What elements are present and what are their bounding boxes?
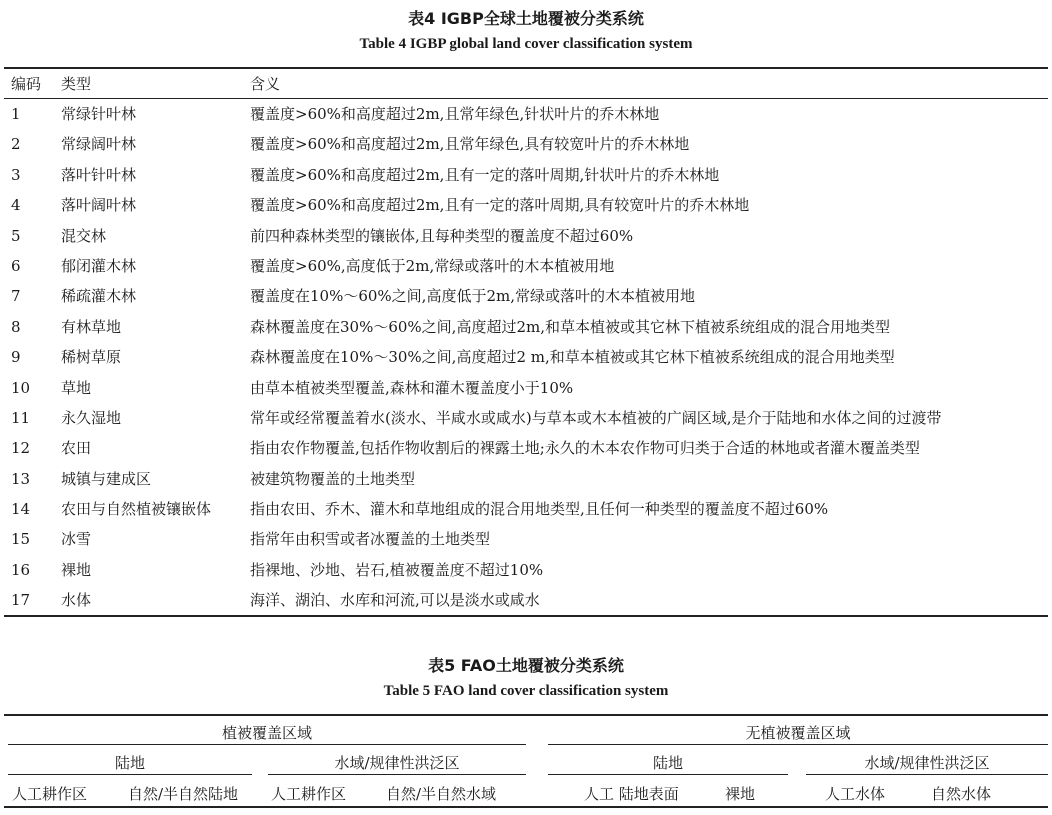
cell-definition: 森林覆盖度在10%～30%之间,高度超过2 m,和草本植被或其它林下植被系统组成的混合用地类型 — [250, 348, 895, 367]
cell-type: 城镇与建成区 — [61, 469, 152, 488]
cell-id: 6 — [11, 256, 21, 275]
cell-id: 5 — [11, 226, 21, 245]
table-row — [4, 373, 1048, 403]
cell-id: 13 — [11, 469, 31, 488]
leaf-veg-cultivated-water: 人工耕作区 — [271, 785, 347, 803]
table-row — [4, 281, 1048, 311]
leaf-natural-water: 自然水体 — [931, 785, 992, 803]
header-id: 编码 — [11, 75, 42, 93]
table-row — [4, 433, 1048, 463]
cell-definition: 海洋、湖泊、水库和河流,可以是淡水或咸水 — [250, 591, 540, 610]
cell-id: 4 — [11, 196, 21, 215]
table4-rows — [4, 99, 1048, 616]
table-row — [4, 464, 1048, 494]
cell-definition: 指常年由积雪或者冰覆盖的土地类型 — [250, 530, 491, 549]
cell-type: 永久湿地 — [61, 408, 122, 427]
table-row — [4, 524, 1048, 554]
cell-definition: 覆盖度在10%～60%之间,高度低于2m,常绿或落叶的木本植被用地 — [250, 287, 695, 306]
cell-definition: 指由农作物覆盖,包括作物收割后的裸露土地;永久的木本农作物可归类于合适的林地或者灌木覆盖类型 — [250, 439, 920, 458]
cell-definition: 被建筑物覆盖的土地类型 — [250, 469, 416, 488]
cell-type: 落叶阔叶林 — [61, 196, 137, 215]
cell-definition: 覆盖度>60%和高度超过2m,且常年绿色,具有较宽叶片的乔木林地 — [250, 135, 690, 154]
nonveg-water-header: 水域/规律性洪泛区 — [864, 754, 990, 772]
table-row — [4, 99, 1048, 129]
veg-land-header: 陆地 — [114, 754, 145, 772]
table-row — [4, 190, 1048, 220]
cell-type: 落叶针叶林 — [61, 165, 137, 184]
cell-id: 14 — [11, 500, 31, 519]
cell-definition: 前四种森林类型的镶嵌体,且每种类型的覆盖度不超过60% — [250, 226, 634, 245]
table5-nonveg-rule — [548, 744, 1048, 745]
cell-id: 11 — [11, 408, 31, 427]
cell-id: 16 — [11, 560, 31, 579]
table5-top-rule — [4, 714, 1048, 716]
table-row — [4, 403, 1048, 433]
nonveg-area-header: 无植被覆盖区域 — [745, 724, 851, 742]
table5-veg-water-rule — [268, 774, 526, 775]
table5-veg-land-rule — [8, 774, 252, 775]
cell-definition: 覆盖度>60%和高度超过2m,且有一定的落叶周期,具有较宽叶片的乔木林地 — [250, 196, 750, 215]
cell-definition: 常年或经常覆盖着水(淡水、半咸水或咸水)与草本或木本植被的广阔区域,是介于陆地和水体之间的过渡带 — [250, 408, 942, 427]
header-type: 类型 — [61, 75, 92, 93]
cell-id: 1 — [11, 105, 21, 123]
cell-type: 稀疏灌木林 — [61, 287, 137, 306]
cell-id: 3 — [11, 165, 21, 184]
header-definition: 含义 — [250, 75, 281, 93]
cell-definition: 森林覆盖度在30%～60%之间,高度超过2m,和草本植被或其它林下植被系统组成的混合用地类型 — [250, 317, 890, 336]
veg-area-header: 植被覆盖区域 — [221, 724, 312, 742]
table5-bottom-rule — [4, 806, 1048, 808]
leaf-bare-land: 裸地 — [725, 785, 756, 803]
cell-id: 17 — [11, 591, 31, 610]
cell-type: 农田 — [61, 439, 92, 458]
cell-type: 有林草地 — [61, 317, 122, 336]
table4 — [4, 69, 1048, 616]
table5-nonveg-water-rule — [806, 774, 1048, 775]
table-row — [4, 160, 1048, 190]
cell-id: 9 — [11, 348, 21, 367]
table5-nonveg-land-rule — [548, 774, 788, 775]
table4-header-row — [4, 69, 1048, 99]
cell-type: 冰雪 — [61, 530, 92, 549]
table-row — [4, 585, 1048, 615]
veg-water-header: 水域/规律性洪泛区 — [334, 754, 460, 772]
cell-definition: 由草本植被类型覆盖,森林和灌木覆盖度小于10% — [250, 378, 574, 397]
cell-type: 常绿针叶林 — [61, 105, 137, 123]
table-row — [4, 342, 1048, 372]
cell-id: 10 — [11, 378, 31, 397]
leaf-veg-cultivated-land: 人工耕作区 — [12, 785, 88, 803]
table4-caption-en: Table 4 IGBP global land cover classification system — [359, 36, 693, 52]
cell-id: 8 — [11, 317, 21, 336]
cell-type: 草地 — [61, 378, 92, 397]
table5-veg-rule — [8, 744, 526, 745]
cell-type: 郁闭灌木林 — [61, 256, 137, 275]
cell-type: 稀树草原 — [61, 348, 122, 367]
table5-caption-en: Table 5 FAO land cover classification system — [383, 683, 669, 699]
cell-type: 混交林 — [61, 226, 107, 245]
cell-definition: 指由农田、乔木、灌木和草地组成的混合用地类型,且任何一种类型的覆盖度不超过60% — [250, 500, 829, 519]
table-row — [4, 494, 1048, 524]
cell-id: 7 — [11, 287, 21, 306]
leaf-artificial-water: 人工水体 — [825, 785, 886, 803]
cell-definition: 覆盖度>60%和高度超过2m,且有一定的落叶周期,针状叶片的乔木林地 — [250, 165, 720, 184]
cell-definition: 覆盖度>60%,高度低于2m,常绿或落叶的木本植被用地 — [250, 256, 615, 275]
cell-id: 12 — [11, 439, 31, 458]
leaf-veg-natural-water: 自然/半自然水域 — [386, 785, 497, 803]
cell-definition: 覆盖度>60%和高度超过2m,且常年绿色,针状叶片的乔木林地 — [250, 105, 660, 123]
nonveg-land-header: 陆地 — [652, 754, 683, 772]
cell-type: 裸地 — [61, 560, 92, 579]
cell-type: 常绿阔叶林 — [61, 135, 137, 154]
cell-definition: 指裸地、沙地、岩石,植被覆盖度不超过10% — [250, 560, 544, 579]
table5-caption-cn: 表5 FAO土地覆被分类系统 — [428, 656, 624, 675]
table-row — [4, 312, 1048, 342]
table-row — [4, 555, 1048, 585]
leaf-artificial-surface: 人工 陆地表面 — [584, 785, 679, 803]
table-row — [4, 221, 1048, 251]
leaf-veg-natural-land: 自然/半自然陆地 — [128, 785, 239, 803]
cell-type: 农田与自然植被镶嵌体 — [61, 500, 212, 519]
cell-id: 2 — [11, 135, 21, 154]
cell-id: 15 — [11, 530, 31, 549]
table4-caption-cn: 表4 IGBP全球土地覆被分类系统 — [408, 9, 644, 28]
cell-type: 水体 — [61, 591, 92, 610]
table-row — [4, 251, 1048, 281]
table-row — [4, 129, 1048, 159]
